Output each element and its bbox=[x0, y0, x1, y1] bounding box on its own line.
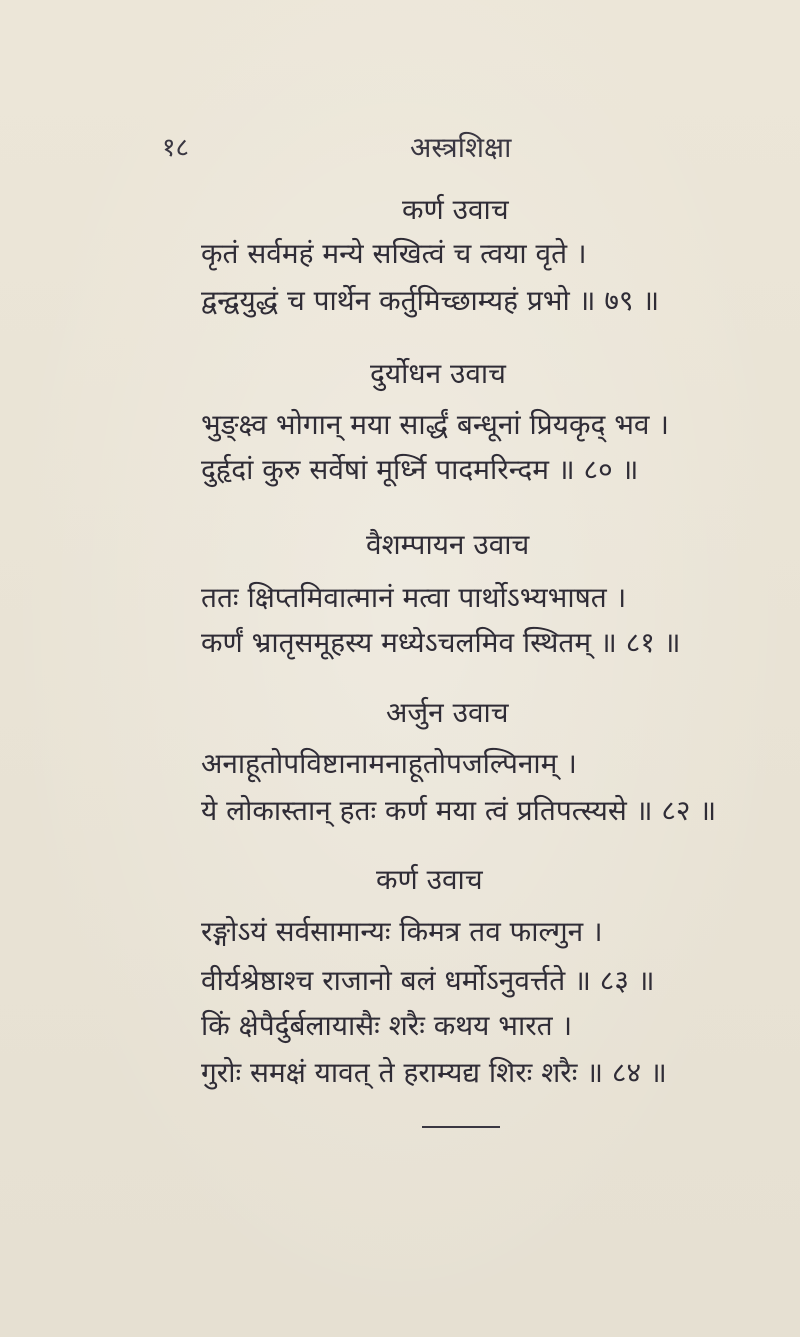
verse-line: दुर्हृदां कुरु सर्वेषां मूर्ध्नि पादमरिन्दम ॥ ८० ॥ bbox=[201, 453, 639, 486]
verse-line: वीर्यश्रेष्ठाश्च राजानो बलं धर्मोऽनुवर्त्तते ॥ ८३ ॥ bbox=[201, 964, 655, 997]
section-end-rule bbox=[422, 1126, 500, 1128]
verse-line: गुरोः समक्षं यावत् ते हराम्यद्य शिरः शरैः ॥ ८४ ॥ bbox=[201, 1056, 667, 1089]
verse-line: ये लोकास्तान् हतः कर्ण मया त्वं प्रतिपत्स्यसे ॥ ८२ ॥ bbox=[201, 794, 717, 827]
running-title: अस्त्रशिक्षा bbox=[410, 131, 512, 164]
verse-line: द्वन्द्वयुद्धं च पार्थेन कर्तुमिच्छाम्यहं प्रभो ॥ ७९ ॥ bbox=[201, 284, 660, 317]
verse-line: ततः क्षिप्तमिवात्मानं मत्वा पार्थोऽभ्यभाषत । bbox=[201, 581, 627, 614]
verse-line: कृतं सर्वमहं मन्ये सखित्वं च त्वया वृते । bbox=[201, 237, 587, 270]
speaker-heading: कर्ण उवाच bbox=[376, 863, 483, 896]
verse-line: किं क्षेपैर्दुर्बलायासैः शरैः कथय भारत । bbox=[201, 1009, 573, 1042]
page-number: १८ bbox=[162, 133, 190, 163]
speaker-heading: अर्जुन उवाच bbox=[386, 696, 509, 729]
verse-line: रङ्गोऽयं सर्वसामान्यः किमत्र तव फाल्गुन । bbox=[201, 915, 603, 948]
verse-line: कर्णं भ्रातृसमूहस्य मध्येऽचलमिव स्थितम् ॥ ८१ ॥ bbox=[201, 626, 681, 659]
verse-line: अनाहूतोपविष्टानामनाहूतोपजल्पिनाम् । bbox=[201, 747, 577, 780]
speaker-heading: वैशम्पायन उवाच bbox=[366, 528, 530, 561]
speaker-heading: कर्ण उवाच bbox=[402, 193, 509, 226]
speaker-heading: दुर्योधन उवाच bbox=[370, 357, 506, 390]
verse-line: भुङ्क्ष्व भोगान् मया सार्द्धं बन्धूनां प्रियकृद् भव । bbox=[201, 408, 669, 441]
page-header bbox=[162, 128, 642, 168]
